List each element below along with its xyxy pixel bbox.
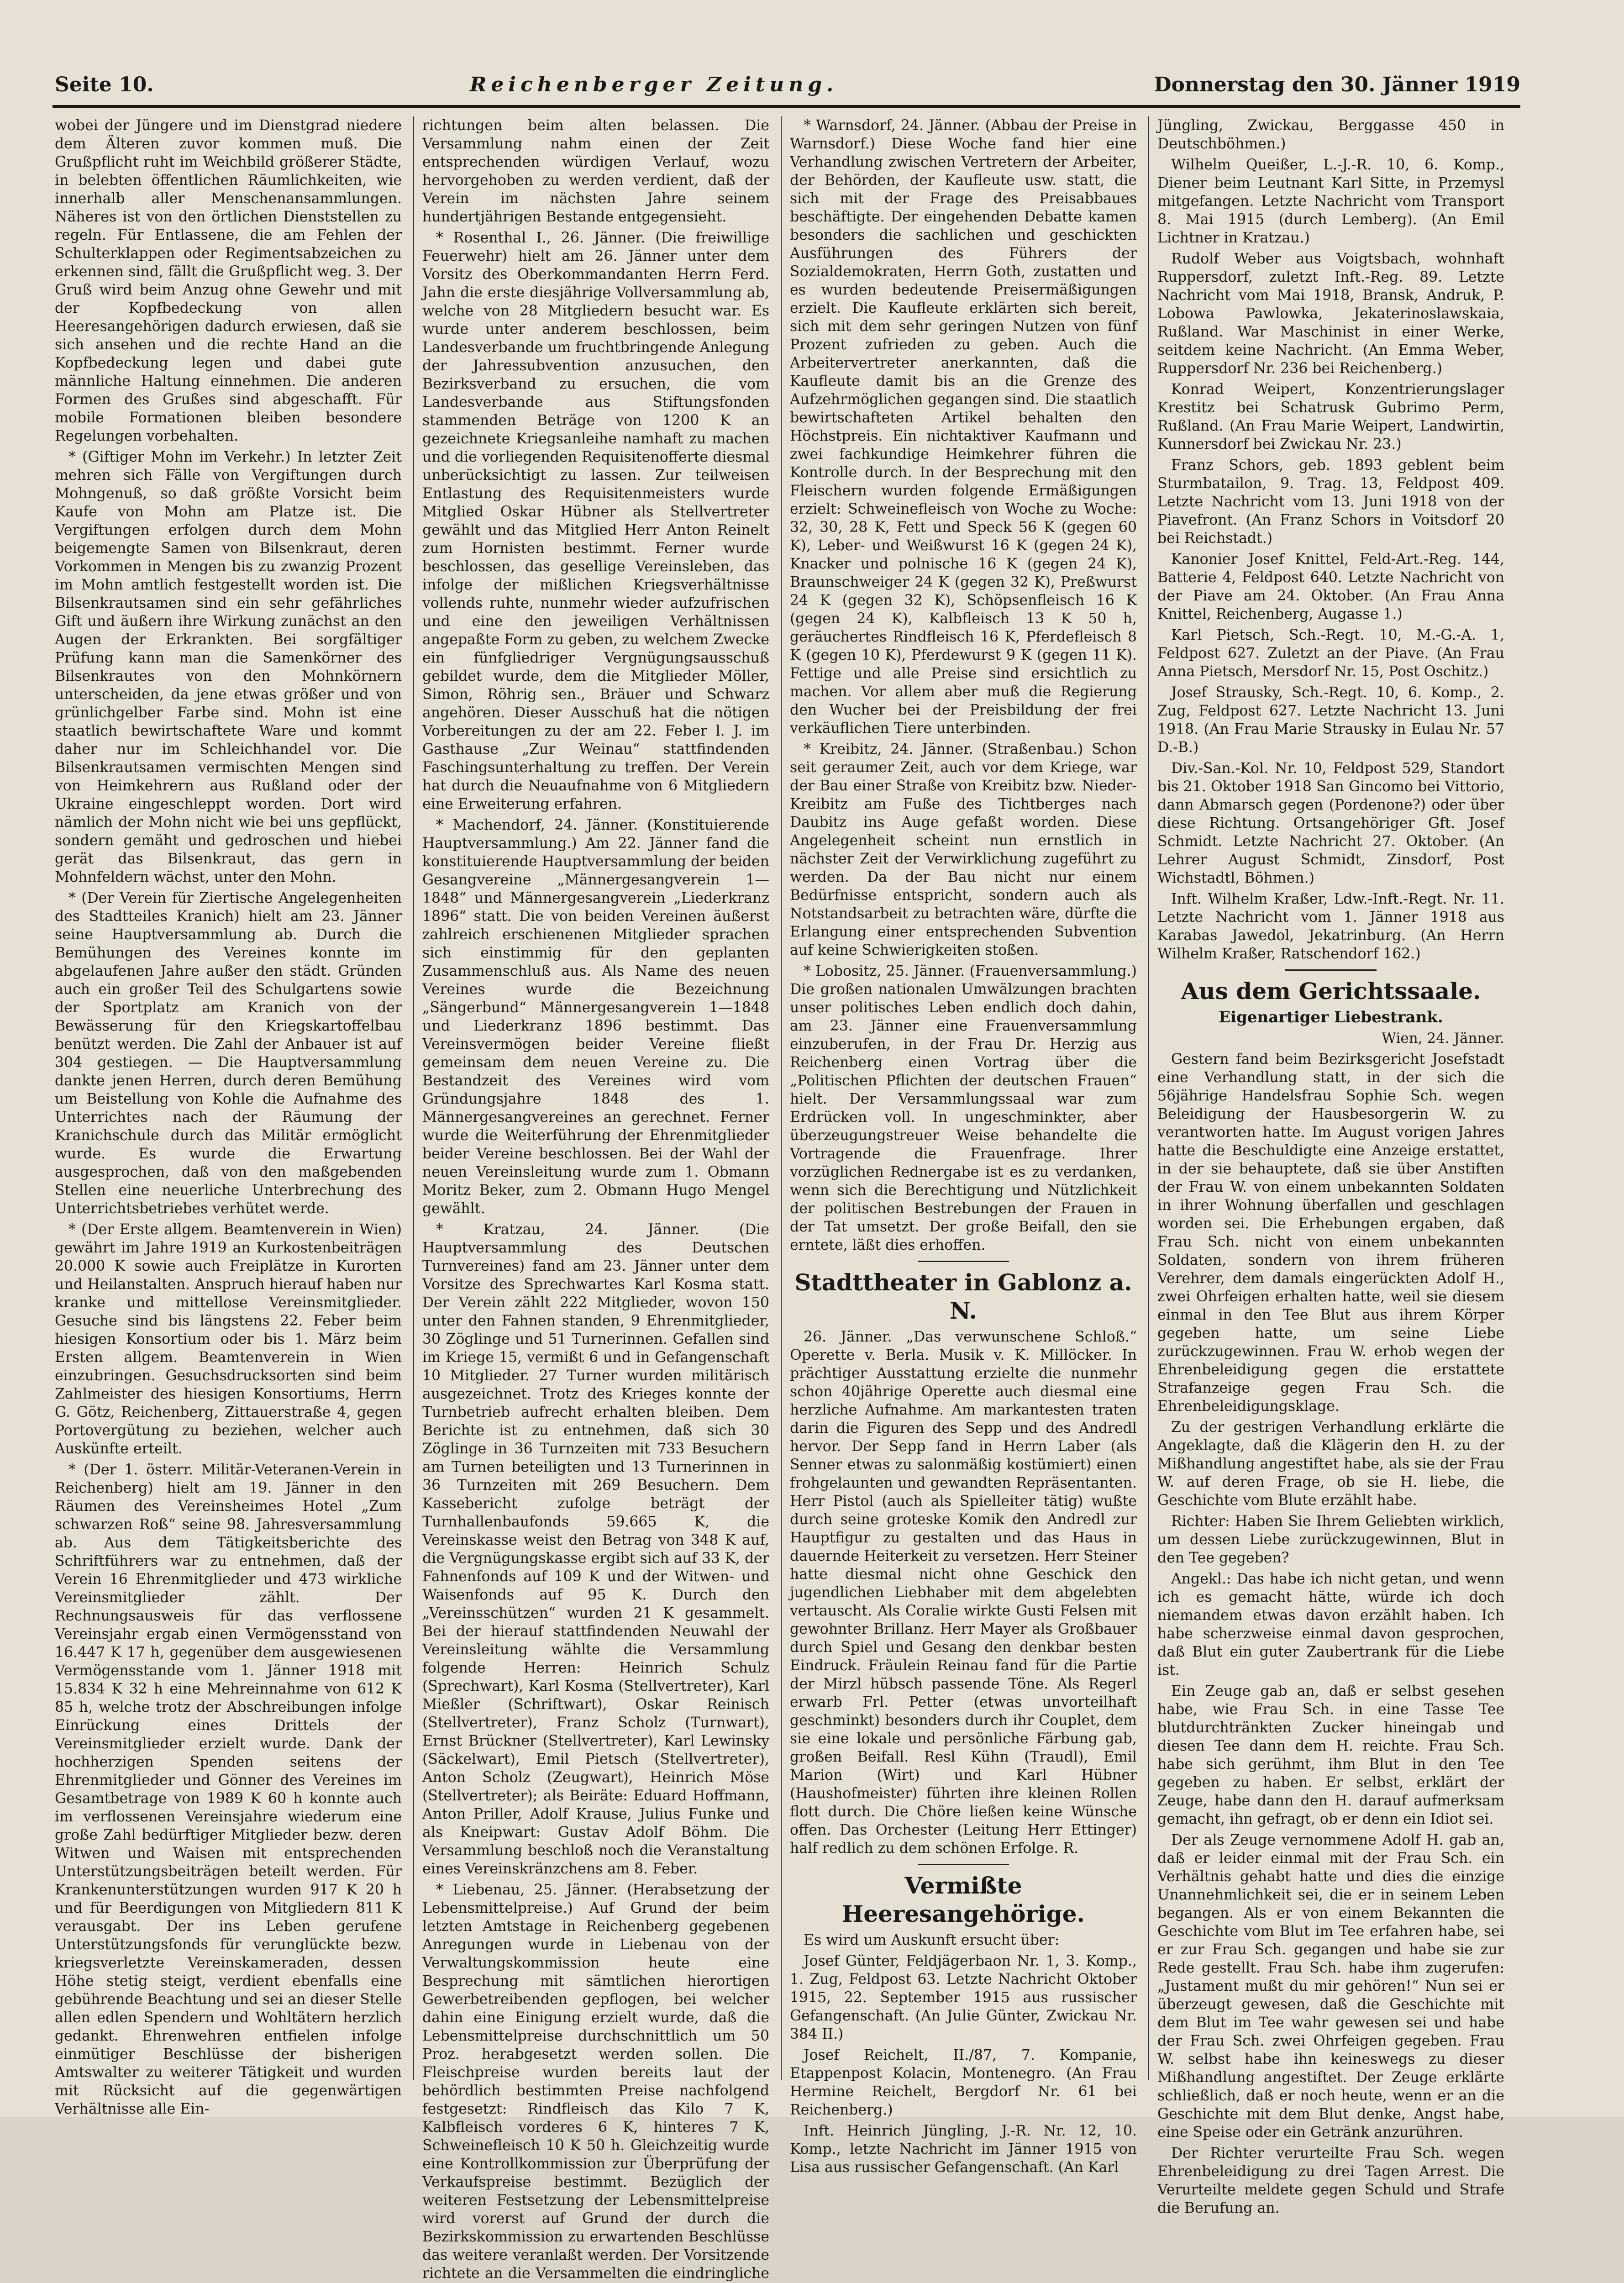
article-paragraph: * Rosenthal I., 26. Jänner. (Die freiwillige Feuerwehr) hielt am 26. Jänner unter dem Vorsitz des Oberkommandanten Herrn Ferd. Jahn die erste diesjährige Vollversammlung ab, welche von 28 Mitgliedern besucht war. Es wurde unter anderem beschlossen, beim Landesverbande um fruchtbringende Anlegung der Jahressubvention anzusuchen, den Bezirksverband zu ersuchen, die vom Landesverbande aus Stiftungsfonden stammenden Beträge von 1200 K an gezeichnete Kriegsanleihe namhaft zu machen und die vorliegenden Requisitenofferte diesmal unberücksichtigt zu lassen. Zur teilweisen Entlastung des Requisitenmeisters wurde Mitglied Oskar Hübner als Stellvertreter gewählt und das Mitglied Herr Anton Reinelt zum Hornisten bestimmt. Ferner wurde beschlossen, das gesellige Vereinsleben, das infolge der mißlichen Kriegsverhältnisse vollends ruhte, nunmehr wieder aufzufrischen und eine den jeweiligen Verhältnissen angepaßte Form zu geben, zu welchem Zwecke ein fünfgliedriger Vergnügungsausschuß gebildet wurde, dem die Mitglieder Möller, Simon, Röhrig sen., Bräuer und Schwarz angehören. Dieser Ausschuß hat die nötigen Vorbereitungen zu der am 22. Feber l. J. im Gasthause „Zur Weinau“ stattfindenden Faschingsunterhaltung zu treffen. Der Verein hat durch die Neuaufnahme von 6 Mitgliedern eine Erweiterung erfahren. [422, 230, 769, 812]
article-paragraph: wobei der Jüngere und im Dienstgrad niedere dem Älteren zuvor kommen muß. Die Grußpflicht ruht im Weichbild größerer Städte, in belebten öffentlichen Räumlichkeiten, wie innerhalb aller Menschenansammlungen. Näheres ist von den örtlichen Dienststellen zu regeln. Für Entlassene, die am Fehlen der Schulterklappen oder Regimentsabzeichen zu erkennen sind, fällt die Grußpflicht weg. 3. Der Gruß wird beim Anzug ohne Gewehr und mit der Kopfbedeckung von allen Heeresangehörigen dadurch erwiesen, daß sie sich ansehen und die rechte Hand an die Kopfbedeckung legen und dabei gute männliche Haltung einnehmen. Die anderen Formen des Grußes sind abgeschafft. Für mobile Formationen bleiben besondere Regelungen vorbehalten. [55, 117, 402, 444]
theatre-heading: Stadttheater in Gablonz a. N. [794, 1269, 1132, 1324]
missing-entry: Wilhelm Queißer, L.-J.-R. 10, 6. Komp., Diener beim Leutnant Karl Sitte, in Przemysl mitgefangen. Letzte Nachricht vom Transport 8. Mai 1915 (durch Lemberg). (An Emil Lichtner in Kratzau.) [1157, 157, 1504, 246]
court-paragraph: Der als Zeuge vernommene Adolf H. gab an, daß er leider einmal mit der Frau Sch. ein Verhältnis gehabt hatte und dies die einzige Unannehmlichkeit sei, die er in seinem Leben begangen. Als er von einem Bekannten die Geschichte vom Blut im Tee erfahren habe, sei er zur Frau Sch. gegangen und habe sie zur Rede gestellt. Frau Sch. habe ihm zugerufen: „Justament mußt du mir gehören!“ Nun sei er überzeugt gewesen, daß die Geschichte mit dem Blut im Tee wahr gewesen sei und habe der Frau Sch. zwei Ohrfeigen gegeben. Frau W. selbst habe ihn keineswegs zu dieser Mißhandlung angestiftet. Der Zeuge erklärte schließlich, daß er noch heute, wenn er an die Geschichte mit dem Blut denke, Angst habe, eine Speise oder ein Getränk anzurühren. [1157, 1832, 1504, 2141]
article-paragraph: * Warnsdorf, 24. Jänner. (Abbau der Preise in Warnsdorf.) Diese Woche fand hier eine Verhandlung zwischen Vertretern der Arbeiter, der Behörden, der Kaufleute usw. statt, die sich mit der Frage des Preisabbaues beschäftigte. Der eingehenden Debatte kamen besonders die sachlichen und geschickten Ausführungen des Führers der Sozialdemokraten, Herrn Goth, zustatten und es wurden bedeutende Preisermäßigungen erzielt. Die Kaufleute erklärten sich bereit, sich mit dem sehr geringen Nutzen von fünf Prozent zufrieden zu geben. Auch die Arbeitervertreter anerkannten, daß die Kaufleute damit bis an die Grenze des Aufzehrmöglichen gegangen sind. Die staatlich bewirtschafteten Artikel behalten den Höchstpreis. Ein nichtaktiver Kaufmann und zwei fachkundige Heimkehrer führen die Kontrolle durch. In der Besprechung mit den Fleischern wurden folgende Ermäßigungen erzielt: Schweinefleisch von Woche zu Woche: 32, 30, 28 K, Fett und Speck 56 K (gegen 60 K), Leber- und Weißwurst 16 K (gegen 24 K), Knacker und polnische 16 K (gegen 24 K), Braunschweiger 24 K (gegen 32 K), Preßwurst 24 K (gegen 32 K), Schöpsenfleisch 16 K (gegen 24 K), Kalbfleisch 13 K 50 h, geräuchertes Rindfleisch 16 K, Pferdefleisch 8 K (gegen 10 K), Pferdewurst 9 K (gegen 11 K). Fettige und alle Preise sind ersichtlich zu machen. Vor allem aber muß die Regierung den Wucher bei der Preisbildung der frei verkäuflichen Tiere unterbinden. [790, 117, 1137, 736]
missing-heading: Vermißte Heeresangehörige. [842, 1872, 1085, 1927]
column-divider [1148, 116, 1149, 2080]
article-paragraph: * Liebenau, 25. Jänner. (Herabsetzung der Lebensmittelpreise.) Auf Grund der beim letzten Amtstage in Reichenberg gegebenen Anregungen wurde in Liebenau von der Verwaltungskommission heute eine Besprechung mit sämtlichen hierortigen Gewerbetreibenden gepflogen, bei welcher dahin eine Einigung erzielt wurde, daß die Lebensmittelpreise durchschnittlich um 50 Proz. herabgesetzt werden sollen. Die Fleischpreise wurden bereits laut der behördlich bestimmten Preise nachfolgend festgesetzt: Rindfleisch das Kilo 7 K, Kalbfleisch vorderes 6 K, hinteres 7 K, Schweinefleisch 10 K 50 h. Gleichzeitig wurde eine Kontrollkommission zur Überprüfung der Verkaufspreise bestimmt. Bezüglich der weiteren Festsetzung der Lebensmittelpreise wird vorerst auf Grund der durch die Bezirkskommission zu erwartenden Beschlüsse das weitere veranlaßt werden. Der Vorsitzende richtete an die Versammelten die eindringliche [422, 1882, 769, 2282]
issue-date: Donnerstag den 30. Jänner 1919 [1154, 73, 1520, 96]
article-paragraph: * (Der Erste allgem. Beamtenverein in Wien) gewährt im Jahre 1919 an Kurkostenbeiträgen 20.000 K sowie auch Freiplätze in Kurorten und Heilanstalten. Anspruch hierauf haben nur kranke und mittellose Vereinsmitglieder. Gesuche sind bis längstens 22. Feber beim hiesigen Konsortium oder bis 1. März beim Ersten allgem. Beamtenverein in Wien einzubringen. Gesuchsdrucksorten sind beim Zahlmeister des hiesigen Konsortiums, Herrn G. Götz, Reichenberg, Zittauerstraße 4, gegen Portovergütung zu beziehen, welcher auch Auskünfte erteilt. [55, 1221, 402, 1457]
article-paragraph: * (Der Verein für Ziertische Angelegenheiten des Stadtteiles Kranich) hielt am 23. Jänner seine Hauptversammlung ab. Durch die Bemühungen des Vereines konnte im abgelaufenen Jahre außer den städt. Gründen auch ein großer Teil des Schulgartens sowie der Sportplatz am Kranich von der Bewässerung für den Kriegskartoffelbau benützt werden. Die Zahl der Anbauer ist auf 304 gestiegen. — Die Hauptversammlung dankte jenen Herren, durch deren Bemühung um Beistellung von Kohle die Aufnahme des Unterrichtes nach der Räumung der Kranichschule durch das Militär ermöglicht wurde. Es wurde die Erwartung ausgesprochen, daß von den maßgebenden Stellen eine neuerliche Unterbrechung des Unterrichtsbetriebes verhütet werde. [55, 890, 402, 1217]
column-divider [781, 116, 782, 2080]
court-paragraph: Zu der gestrigen Verhandlung erklärte die Angeklagte, daß die Klägerin den H. zu der Mißhandlung angestiftet habe, als sie der Frau W. auf deren Frage, ob sie H. liebe, die Geschichte vom Blute erzählt habe. [1157, 1419, 1504, 1509]
article-paragraph: * (Giftiger Mohn im Verkehr.) In letzter Zeit mehren sich Fälle von Vergiftungen durch Mohngenuß, so daß größte Vorsicht beim Kaufe von Mohn am Platze ist. Die Vergiftungen erfolgen durch dem Mohn beigemengte Samen von Bilsenkraut, deren Vorkommen in Mengen bis zu zwanzig Prozent im Mohn amtlich festgestellt worden ist. Die Bilsenkrautsamen sind ein sehr gefährliches Gift und äußern ihre Wirkung zunächst an den Augen der Erkrankten. Bei sorgfältiger Prüfung kann man die Samenkörner des Bilsenkrautes von den Mohnkörnern unterscheiden, da jene etwas größer und von grünlichgelber Farbe sind. Mohn ist eine staatlich bewirtschaftete Ware und kommt daher nur im Schleichhandel vor. Die Bilsenkrautsamen vermischten Mengen sind von Heimkehrern aus Rußland oder der Ukraine eingeschleppt worden. Dort wird nämlich der Mohn nicht wie bei uns gepflückt, sondern gemäht und gedroschen und hiebei gerät das Bilsenkraut, das gern in Mohnfeldern wächst, unter den Mohn. [55, 449, 402, 885]
article-paragraph: * Machendorf, 24. Jänner. (Konstituierende Hauptversammlung.) Am 22. Jänner fand die konstituierende Hauptversammlung der beiden Gesangvereine „Männergesangverein 1—1848“ und Männergesangverein „Liederkranz 1896“ statt. Die von beiden Vereinen äußerst zahlreich erschienenen Mitglieder sprachen sich einstimmig für den geplanten Zusammenschluß aus. Als Name des neuen Vereines wurde die Bezeichnung „Sängerbund“ Männergesangverein 1—1848 und Liederkranz 1896 bestimmt. Das Vereinsvermögen beider Vereine fließt gemeinsam dem neuen Vereine zu. Die Bestandzeit des Vereines wird vom Gründungsjahre 1848 des 1. Männergesangvereines an gerechnet. Ferner wurde die Weiterführung der Ehrenmitglieder beider Vereine beschlossen. Bei der Wahl der neuen Vereinsleitung wurde zum 1. Obmann Moritz Beker, zum 2. Obmann Hugo Mengel gewählt. [422, 817, 769, 1217]
missing-entry: Rudolf Weber aus Voigtsbach, wohnhaft Ruppersdorf, zuletzt Inft.-Reg. 89. Letzte Nachricht vom Mai 1918, Bransk, Andruk, P. Lobowa Pawlowka, Jekaterinoslawskaia, Rußland. War Maschinist in einer Werke, seitdem keine Nachricht. (An Emma Weber, Ruppersdorf Nr. 236 bei Reichenberg.) [1157, 251, 1504, 377]
court-paragraph: Ein Zeuge gab an, daß er selbst gesehen habe, wie Frau Sch. in eine Tasse Tee blutdurchtränkten Zucker hineingab und diesen Tee dann dem H. reichte. Frau Sch. habe sich gerühmt, ihm Blut in den Tee gegeben zu haben. Er selbst, erklärt der Zeuge, habe dann den H. darauf aufmerksam gemacht, ihn gefragt, ob er denn ein Idiot sei. [1157, 1683, 1504, 1827]
column-4 [1157, 116, 1504, 2216]
missing-entry: Kanonier Josef Knittel, Feld-Art.-Reg. 144, Batterie 4, Feldpost 640. Letzte Nachricht von der Piave am 24. Oktober. (An Frau Anna Knittel, Reichenberg, Augasse 1.) [1157, 551, 1504, 622]
missing-entry: Karl Pietsch, Sch.-Regt. 10, M.-G.-A. 1, Feldpost 627. Zuletzt an der Piave. (An Frau Anna Pietsch, Mersdorf Nr. 15, Post Oschitz.) [1157, 627, 1504, 680]
missing-entry: Div.-San.-Kol. Nr. 10, Feldpost 529, Standort bis 21. Oktober 1918 San Gincomo bei Vittorio, dann Abmarsch gegen (Pordenone?) oder über diese Richtung. Ortsangehöriger Gft. Josef Schmidt. Letzte Nachricht 27. Oktober. (An Lehrer August Schmidt, Zinsdorf, Post Wichstadtl, Böhmen.) [1157, 760, 1504, 886]
court-subheading: Eigenartiger Liebestrank. [1219, 1008, 1443, 1026]
missing-entry: Jüngling, Zwickau, Berggasse 450 in Deutschböhmen.) [1157, 117, 1504, 152]
theatre-paragraph: 26. Jänner. „Das verwunschene Schloß.“ Operette v. Berla. Musik v. K. Millöcker. In prächtiger Ausstattung erzielte die nunmehr schon 40jährige Operette auch diesmal eine herzliche Aufnahme. Am markantesten traten darin die Figuren des Sepp und des Andredl hervor. Der Sepp fand in Herrn Laber (als Senner etwas zu salonmäßig kostümiert) einen frohgelaunten und gewandten Repräsentanten. Herr Pistol (auch als Spielleiter tätig) wußte durch seine groteske Komik den Andredl zur Hauptfigur zu gestalten und das Haus in dauernde Heiterkeit zu versetzen. Herr Steiner hatte diesmal nicht ohne Geschick den jugendlichen Liebhaber mit dem abgelebten vertauscht. Als Coralie wirkte Gusti Felsen mit gewohnter Brillanz. Herr Mayer als Großbauer durch Spiel und Gesang den denkbar besten Eindruck. Fräulein Reinau fand für die Partie der Mirzl hübsch passende Töne. Als Regerl erwarb Frl. Petter (etwas unvorteilhaft geschminkt) besonders durch ihr Couplet, dem sie eine lokale und persönliche Färbung gab, großen Beifall. Resl Kühn (Traudl), Emil Marion (Wirt) und Karl Hübner (Haushofmeister) führten ihre kleinen Rollen flott durch. Die Chöre ließen keine Wünsche offen. Das Orchester (Leitung Herr Ettinger) half redlich zu dem schönen Erfolge. R. [790, 1329, 1137, 1857]
article-paragraph: * Kratzau, 24. Jänner. (Die Hauptversammlung des Deutschen Turnvereines) fand am 23. Jänner unter dem Vorsitze des Sprechwartes Karl Kosma statt. Der Verein zählt 222 Mitglieder, wovon 150 unter den Fahnen standen, 9 Ehrenmitglieder, 30 Zöglinge und 51 Turnerinnen. Gefallen sind im Kriege 15, vermißt 6 und in Gefangenschaft 10 Mitglieder. 27 Turner wurden militärisch ausgezeichnet. Trotz des Krieges konnte der Turnbetrieb aufrecht erhalten bleiben. Dem Berichte ist zu entnehmen, daß sich 30 Zöglinge in 36 Turnzeiten mit 733 Besuchern am Turnen beteiligten und 13 Turnerinnen in 36 Turnzeiten mit 269 Besuchern. Dem Kassebericht zufolge beträgt der Turnhallenbaufonds 59.665 K, die Vereinskasse weist den Betrag von 348 K auf, die Vergnügungskasse ergibt sich auf 33 K, der Fahnenfonds auf 109 K und der Witwen- und Waisenfonds auf 95 K. Durch den „Vereinsschützen“ wurden 21 K gesammelt. Bei der hierauf stattfindenden Neuwahl der Vereinsleitung wählte die Versammlung folgende Herren: Heinrich Schulz (Sprechwart), Karl Kosma (Stellvertreter), Karl Mießler (Schriftwart), Oskar Reinisch (Stellvertreter), Franz Scholz (Turnwart), Ernst Brückner (Stellvertreter), Karl Lewinsky (Säckelwart), Emil Pietsch (Stellvertreter), Anton Scholz (Zeugwart), Heinrich Möse (Stellvertreter); als Beiräte: Eduard Hoffmann, Anton Priller, Adolf Krause, Julius Funke und als Kneipwart: Gustav Adolf Böhm. Die Versammlung beschloß noch die Veranstaltung eines Vereinskränzchens am 8. Feber. [422, 1221, 769, 1877]
missing-entry: Konrad Weipert, Konzentrierungslager Krestitz bei Schatrusk Gubrimo Perm, Rußland. (An Frau Marie Weipert, Landwirtin, Kunnersdorf bei Zwickau Nr. 23.) [1157, 381, 1504, 452]
missing-entry: Franz Schors, geb. 1893 geblent beim Sturmbatailon, 9. Trag. 13, Feldpost 409. Letzte Nachricht vom 13. Juni 1918 von der Piavefront. (An Franz Schors in Voitsdorf 20 bei Reichstadt.) [1157, 457, 1504, 547]
missing-entry: Inft. Heinrich Jüngling, J.-R. Nr. 12, 10. Komp., letzte Nachricht im Jänner 1915 von Lisa aus russischer Gefangenschaft. (An Karl [790, 2123, 1137, 2176]
column-divider [413, 116, 414, 2080]
court-paragraph: Angekl.: Das habe ich nicht getan, und wenn ich es gemacht hätte, würde ich doch niemandem etwas davon erzählt haben. Ich habe scherzweise einmal davon gesprochen, daß Blut ein guter Zaubertrank für die Liebe ist. [1157, 1571, 1504, 1678]
article-paragraph: * Lobositz, 25. Jänner. (Frauenversammlung.) Die großen nationalen Umwälzungen brachten unser politisches Leben endlich doch dahin, am 23. Jänner eine Frauenversammlung einzuberufen, in der Frau Dr. Herzig aus Reichenberg einen Vortrag über die „Politischen Pflichten der deutschen Frauen“ hielt. Der Versammlungssaal war zum Erdrücken voll. In ungeschminkter, aber überzeugungstreuer Weise behandelte die Vortragende die Frauenfrage. Ihrer vorzüglichen Rednergabe ist es zu verdanken, wenn sich die Berechtigung und Nützlichkeit der politischen Bestrebungen der Frauen in der Tat umsetzt. Der große Beifall, den sie erntete, läßt dies erhoffen. [790, 963, 1137, 1253]
column-3 [790, 116, 1137, 2176]
missing-intro: Es wird um Auskunft ersucht über: [804, 1932, 1060, 1948]
article-paragraph: * (Der 1. österr. Militär-Veteranen-Verein in Reichenberg) hielt am 19. Jänner in den Räumen des Vereinsheimes Hotel „Zum schwarzen Roß“ seine 98. Jahresversammlung ab. Aus dem Tätigkeitsberichte des Schriftführers war zu entnehmen, daß der Verein 16 Ehrenmitglieder und 473 wirkliche Vereinsmitglieder zählt. Der Rechnungsausweis für das verflossene Vereinsjahr ergab einen Vermögensstand von 16.447 K 17 h, gegenüber dem ausgewiesenen Vermögensstande vom 1. Jänner 1918 mit 15.834 K 32 h eine Mehreinnahme von 612 K 85 h, welche trotz der Abschreibungen infolge Einrückung eines Drittels der Vereinsmitglieder erzielt wurde. Dank der hochherzigen Spenden seitens der Ehrenmitglieder und Gönner des Vereines im Gesamtbetrage von 1989 K 60 h konnte auch im verflossenen Vereinsjahre wiederum eine große Zahl bedürftiger Mitglieder bezw. deren Witwen und Waisen mit entsprechenden Unterstützungsbeiträgen beteilt werden. Für Krankenunterstützungen wurden 917 K 20 h und für Beerdigungen von Mitgliedern 811 K verausgabt. Der ins Leben gerufene Unterstützungsfonds für verunglückte bezw. kriegsverletzte Vereinskameraden, dessen Höhe stetig steigt, verdient ebenfalls eine gebührende Beachtung und sei an dieser Stelle allen edlen Spendern und Wohltätern herzlich gedankt. Ehrenwehren entfielen infolge einmütiger Beschlüsse der bisherigen Amtswalter zu weiterer Tätigkeit und wurden mit Rücksicht auf die gegenwärtigen Verhältnisse alle Ein- [55, 1462, 402, 2117]
section-divider [918, 1864, 1009, 1865]
court-heading: Aus dem Gerichtssaale. [1181, 978, 1481, 1005]
section-divider [1285, 969, 1377, 971]
masthead-rule [53, 105, 1520, 108]
article-paragraph: * Kreibitz, 24. Jänner. (Straßenbau.) Schon seit geraumer Zeit, auch vor dem Kriege, war der Bau einer Straße von Kreibitz bzw. Nieder-Kreibitz am Fuße des Tichtberges nach Daubitz ins Auge gefaßt worden. Diese Angelegenheit scheint nun ernstlich in nächster Zeit der Verwirklichung zugeführt zu werden. Da der Bau nicht nur einem Bedürfnisse entspricht, sondern auch als Notstandsarbeit zu betrachten wäre, dürfte die Erlangung einer entsprechenden Subvention auf keine Schwierigkeiten stoßen. [790, 741, 1137, 958]
missing-entry: Josef Günter, Feldjägerbaon Nr. 1, 3. Komp., 1. Zug, Feldpost 63. Letzte Nachricht Oktober 1915, 22. September 1915 aus russischer Gefangenschaft. (An Julie Günter, Zwickau Nr. 384 II.) [790, 1953, 1137, 2042]
missing-entry: Josef Reichelt, II./87, 7. Kompanie, Etappenpost Kolacin, Montenegro. (An Frau Hermine Reichelt, Bergdorf Nr. 61 bei Reichenberg.) [790, 2047, 1137, 2118]
missing-entry: Josef Strausky, Sch.-Regt. 10, 6. Komp., 2. Zug, Feldpost 627. Letzte Nachricht 13. Juni 1918. (An Frau Marie Strausky in Eulau Nr. 57 D.-B.) [1157, 684, 1504, 756]
column-2 [422, 116, 769, 2282]
masthead [55, 68, 1520, 100]
court-paragraph: Gestern fand beim Bezirksgericht Josefstadt eine Verhandlung statt, in der sich die 56jährige Handelsfrau Sophie Sch. wegen Beleidigung der Hausbesorgerin W. zu verantworten hatte. Im August vorigen Jahres hatte die Beschuldigte eine Anzeige erstattet, in der sie behauptete, daß sie über Anstiften der Frau W. von einem unbekannten Soldaten in ihrer Wohnung überfallen und geschlagen worden sei. Die Erhebungen ergaben, daß Frau Sch. nicht von einem unbekannten Soldaten, sondern von ihrem früheren Verehrer, dem damals eingerückten Adolf H., zwei Ohrfeigen erhalten hatte, weil sie diesem einmal in den Tee Blut aus ihrem Körper gegeben hatte, um seine Liebe zurückzugewinnen. Frau W. erhob wegen der Ehrenbeleidigung gegen die erstattete Strafanzeige gegen Frau Sch. die Ehrenbeleidigungsklage. [1157, 1051, 1504, 1415]
court-dateline: Wien, 24. Jänner. [1382, 1030, 1504, 1047]
section-divider [918, 1261, 1009, 1262]
column-1 [55, 116, 402, 2117]
missing-entry: Inft. Wilhelm Kraßer, Ldw.-Inft.-Regt. Nr. 11. Letzte Nachricht vom 1. Jänner 1918 aus Karabas Jawedol, Jekatrinburg. (An Herrn Wilhelm Kraßer, Ratschendorf 162.) [1157, 891, 1504, 962]
paper-name: Reichenberger Zeitung. [469, 73, 838, 96]
court-paragraph: Der Richter verurteilte Frau Sch. wegen Ehrenbeleidigung zu drei Tagen Arrest. Die Verurteilte meldete gegen Schuld und Strafe die Berufung an. [1157, 2145, 1504, 2216]
article-paragraph: richtungen beim alten belassen. Die Versammlung nahm einen der Zeit entsprechenden würdigen Verlauf, wozu hervorgehoben zu werden verdient, daß der Verein im nächsten Jahre seinem hundertjährigen Bestande entgegensieht. [422, 117, 769, 225]
page-number: Seite 10. [55, 73, 154, 96]
court-paragraph: Richter: Haben Sie Ihrem Geliebten wirklich, um dessen Liebe zurückzugewinnen, Blut in den Tee gegeben? [1157, 1513, 1504, 1566]
